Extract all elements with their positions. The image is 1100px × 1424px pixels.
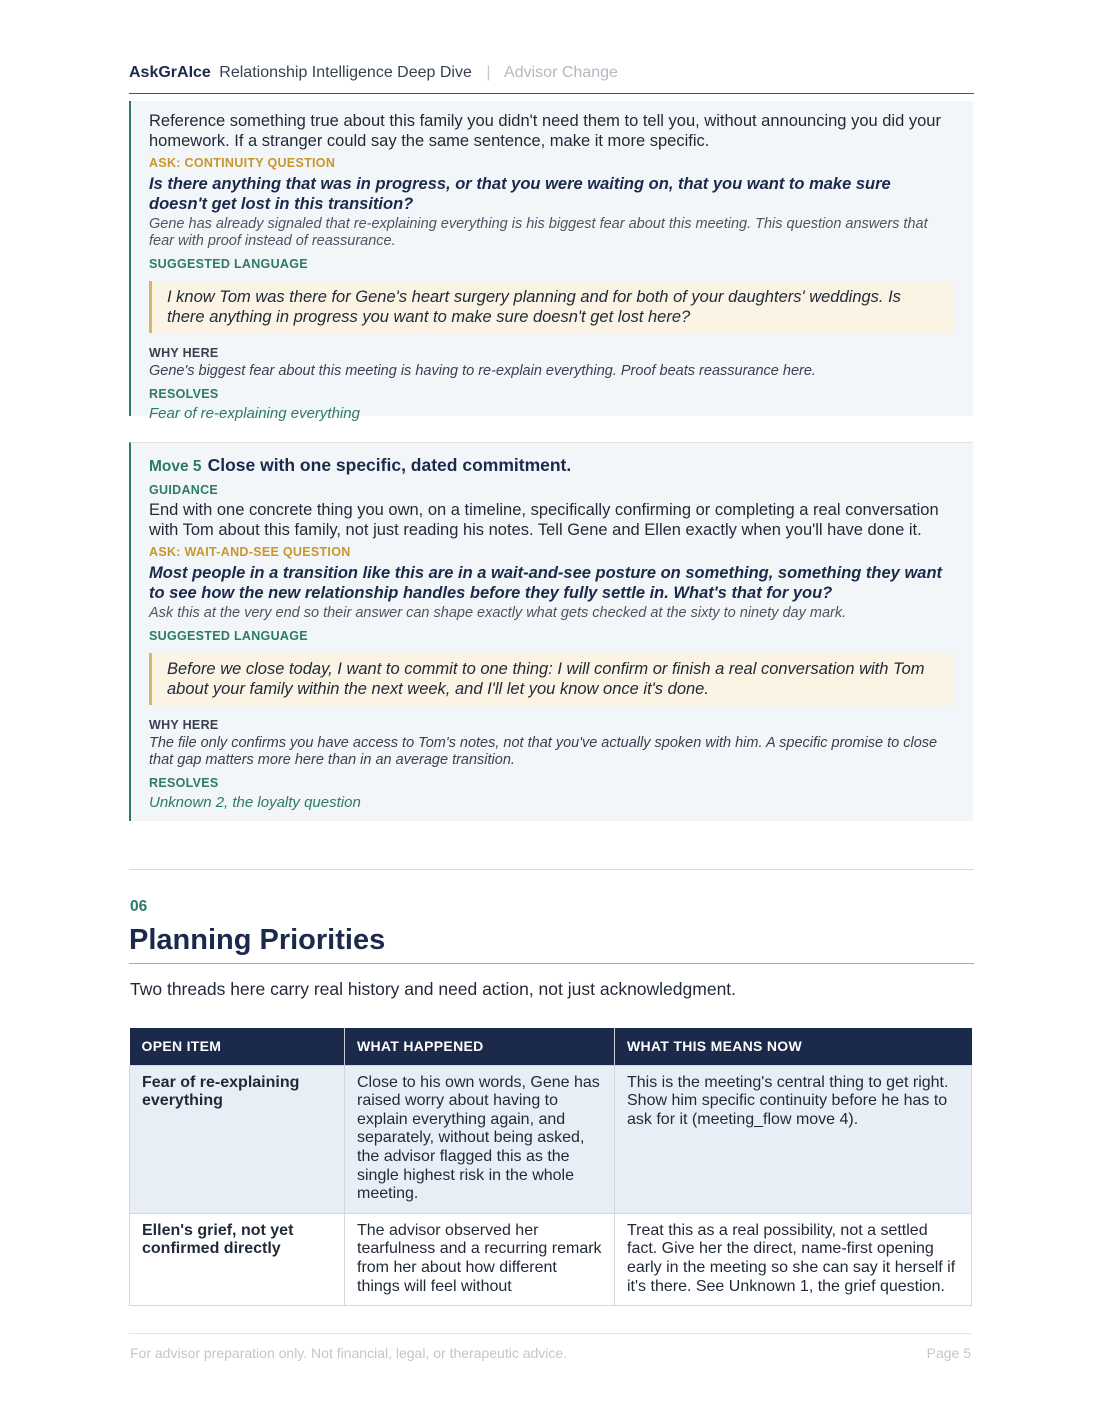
ask-question: Most people in a transition like this are in a wait-and-see posture on something, something they want to see how the new relationship handles before they fully settle in. What's that for you?	[149, 564, 943, 602]
why-here-text: The file only confirms you have access to Tom's notes, not that you've actually spoken with him. A specific promise to close that gap matters more here than in an average transition.	[149, 735, 938, 768]
guidance-label: GUIDANCE	[149, 483, 219, 497]
ask-question: Is there anything that was in progress, or that you were waiting on, that you want to make sure doesn't get lost in this transition?	[149, 175, 891, 213]
suggested-language-label: SUGGESTED LANGUAGE	[149, 257, 308, 271]
open-item-cell: Ellen's grief, not yet confirmed directly	[130, 1213, 345, 1305]
ask-note: Gene has already signaled that re-explaining everything is his biggest fear about this meeting. This question answers that fear with proof instead of reassurance.	[149, 216, 928, 249]
section-number: 06	[130, 898, 148, 915]
brand-name: AskGrAIce	[129, 64, 211, 81]
resolves-text: Unknown 2, the loyalty question	[149, 794, 361, 811]
suggested-language-quote: I know Tom was there for Gene's heart surgery planning and for both of your daughters' weddings. Is there anything in progress you want to make sure doesn't get lost here?	[149, 281, 953, 333]
resolves-label: RESOLVES	[149, 776, 219, 790]
table-header-row	[130, 1028, 972, 1065]
move-title: Close with one specific, dated commitment.	[207, 455, 572, 475]
ask-note: Ask this at the very end so their answer can shape exactly what gets checked at the sixty to ninety day mark.	[149, 605, 847, 621]
guidance-text: End with one concrete thing you own, on a timeline, specifically confirming or completing a real conversation with Tom about this family, not just reading his notes. Tell Gene and Ellen exactly when you'll have done it.	[149, 501, 939, 539]
move-card-5	[129, 442, 973, 821]
header-separator: |	[486, 64, 491, 81]
footer-rule	[129, 1333, 971, 1334]
section-intro: Two threads here carry real history and need action, not just acknowledgment.	[130, 979, 737, 999]
table-row	[130, 1213, 972, 1305]
move-number: Move 5	[149, 458, 202, 475]
column-header-open-item: OPEN ITEM	[130, 1028, 345, 1065]
section-title: Planning Priorities	[129, 924, 386, 956]
column-header-what-happened: WHAT HAPPENED	[345, 1028, 615, 1065]
section-title-rule	[129, 963, 974, 964]
suggested-language-quote: Before we close today, I want to commit to one thing: I will confirm or finish a real conversation with Tom about your family within the next week, and I'll let you know once it's done.	[149, 653, 953, 705]
move-card-continuity	[129, 101, 973, 422]
ask-label: ASK: CONTINUITY QUESTION	[149, 156, 336, 170]
table-row	[130, 1065, 972, 1213]
move-heading	[149, 454, 953, 478]
why-here-label: WHY HERE	[149, 346, 219, 360]
what-happened-cell: Close to his own words, Gene has raised worry about having to explain everything again, and separately, without being asked, the advisor flagged this as the single highest risk in the whole meeting.	[345, 1065, 615, 1213]
page-number: Page 5	[926, 1345, 971, 1361]
ask-label: ASK: WAIT-AND-SEE QUESTION	[149, 545, 351, 559]
why-here-text: Gene's biggest fear about this meeting is having to re-explain everything. Proof beats reassurance here.	[149, 363, 816, 379]
resolves-text: Fear of re-explaining everything	[149, 405, 360, 422]
report-subtitle: Advisor Change	[504, 64, 618, 81]
what-this-means-cell: Treat this as a real possibility, not a settled fact. Give her the direct, name-first opening early in the meeting so she can say it herself if it's there. See Unknown 1, the grief question.	[615, 1213, 972, 1305]
what-happened-cell: The advisor observed her tearfulness and a recurring remark from her about how different things will feel without	[345, 1213, 615, 1305]
planning-priorities-table	[129, 1028, 972, 1306]
report-title: Relationship Intelligence Deep Dive	[219, 64, 472, 81]
suggested-language-label: SUGGESTED LANGUAGE	[149, 629, 308, 643]
resolves-label: RESOLVES	[149, 387, 219, 401]
card-intro-text: Reference something true about this family you didn't need them to tell you, without announcing you did your homework. If a stranger could say the same sentence, make it more specific.	[149, 112, 941, 150]
what-this-means-cell: This is the meeting's central thing to get right. Show him specific continuity before he has to ask for it (meeting_flow move 4).	[615, 1065, 972, 1213]
column-header-what-this-means: WHAT THIS MEANS NOW	[615, 1028, 972, 1065]
section-divider	[129, 869, 974, 870]
open-item-cell: Fear of re-explaining everything	[130, 1065, 345, 1213]
why-here-label: WHY HERE	[149, 718, 219, 732]
footer-disclaimer: For advisor preparation only. Not financial, legal, or therapeutic advice.	[130, 1345, 568, 1361]
page-header	[129, 62, 974, 94]
